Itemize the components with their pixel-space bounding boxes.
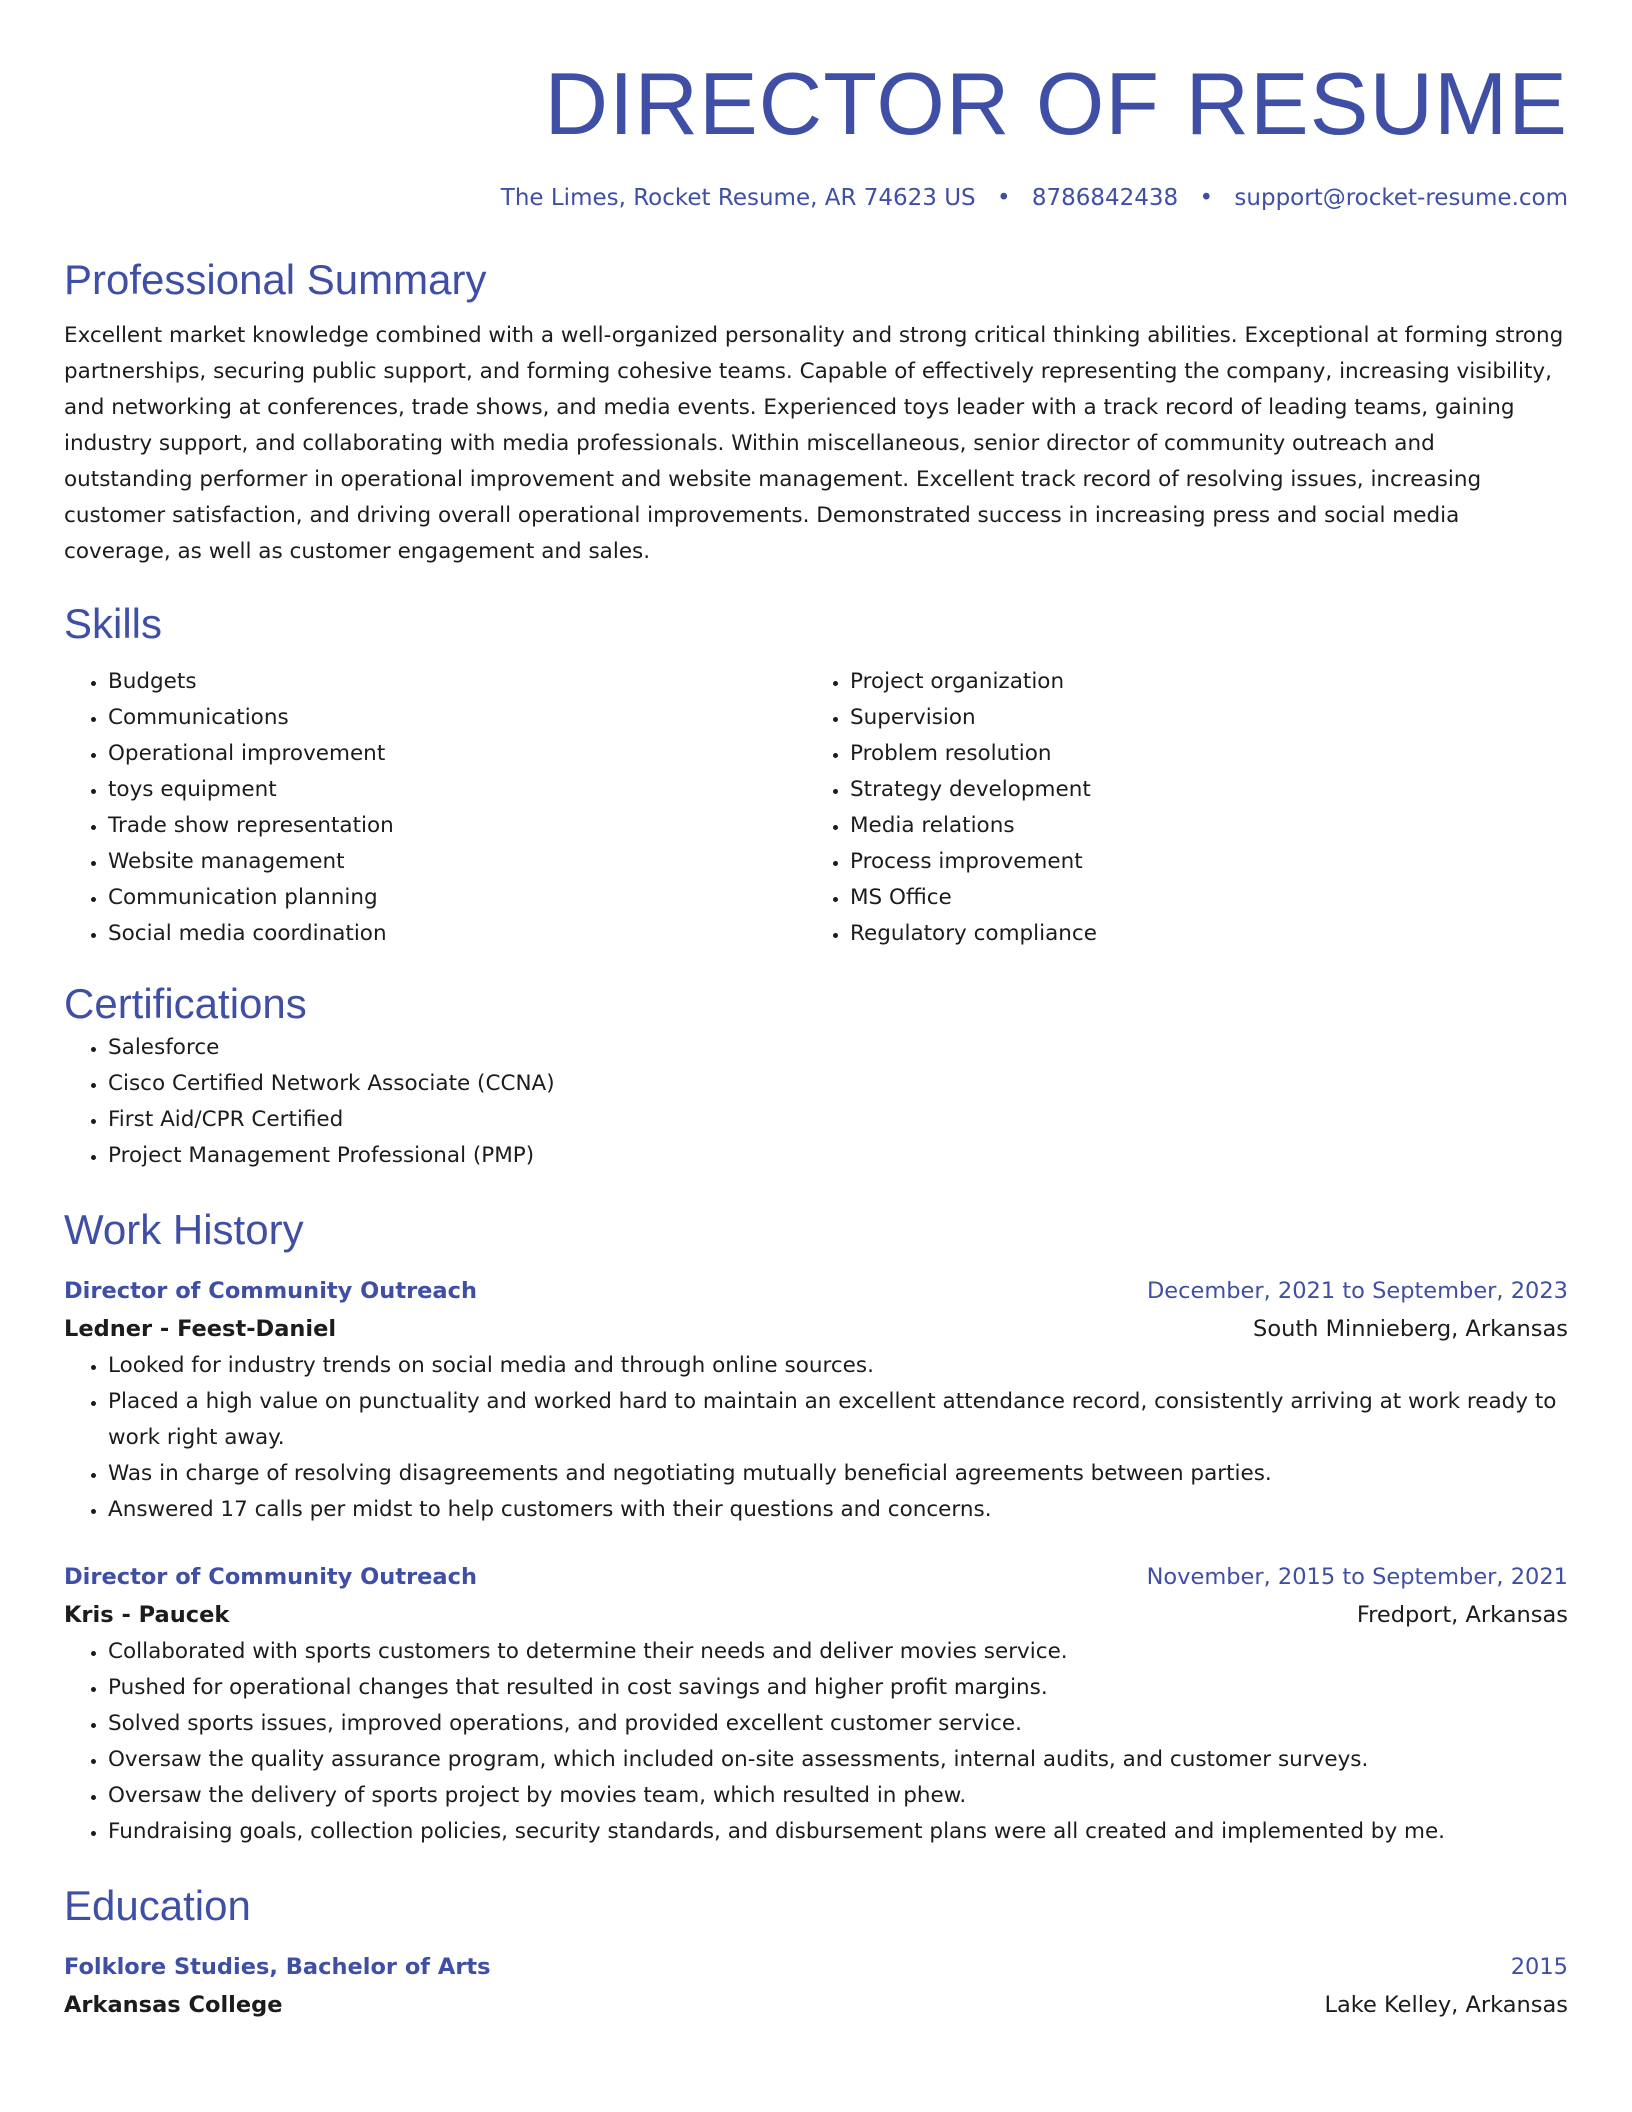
certification-item: • Salesforce <box>108 1030 1568 1066</box>
job-duty-item: • Solved sports issues, improved operations, and provided excellent customer service. <box>108 1706 1568 1742</box>
section-title: Skills <box>64 600 163 647</box>
work-history-section <box>64 1204 1568 1850</box>
job-position: Director of Community Outreach <box>64 1278 477 1304</box>
contact-phone: 8786842438 <box>1031 185 1179 211</box>
job-duty-item: • Oversaw the delivery of sports project by movies team, which resulted in phew. <box>108 1778 1568 1814</box>
job-header-row <box>64 1272 1568 1310</box>
skill-item: • toys equipment <box>108 772 806 808</box>
skill-item: • Communications <box>108 700 806 736</box>
summary-text: Excellent market knowledge combined with a well-organized personality and strong critical thinking abilities. Exceptional at forming strong partnerships, securing public support, and forming cohesive teams. Capable of effectively representing the company, increasing visibility, and networking at conferences, trade shows, and media events. Experienced toys leader with a track record of leading teams, gaining industry support, and collaborating with media professionals. Within miscellaneous, senior director of community outreach and outstanding performer in operational improvement and website management. Excellent track record of resolving issues, increasing customer satisfaction, and driving overall operational improvements. Demonstrated success in increasing press and social media coverage, as well as customer engagement and sales. <box>64 323 1564 564</box>
skill-item: • Budgets <box>108 664 806 700</box>
job-header-row <box>64 1558 1568 1596</box>
certification-item: • Project Management Professional (PMP) <box>108 1138 1568 1174</box>
contact-address: The Limes, Rocket Resume, AR 74623 US <box>500 185 976 211</box>
education-degree: Folklore Studies, Bachelor of Arts <box>64 1954 491 1980</box>
section-title: Education <box>64 1882 251 1929</box>
education-section <box>64 1880 1568 2024</box>
contact-email: support@rocket-resume.com <box>1234 185 1568 211</box>
job-duty-item: • Pushed for operational changes that resulted in cost savings and higher profit margins. <box>108 1670 1568 1706</box>
skill-item: • MS Office <box>850 880 1548 916</box>
skill-item: • Project organization <box>850 664 1548 700</box>
education-entry <box>64 1948 1568 2024</box>
job-dates: December, 2021 to September, 2023 <box>1146 1278 1568 1304</box>
job-duty-item: • Answered 17 calls per midst to help customers with their questions and concerns. <box>108 1492 1568 1528</box>
resume-header <box>64 48 1568 214</box>
skill-item: • Regulatory compliance <box>850 916 1548 952</box>
professional-summary-section <box>64 254 1568 570</box>
contact-line <box>64 182 1568 214</box>
certifications-section <box>64 978 1568 1174</box>
certification-item: • Cisco Certified Network Associate (CCNA) <box>108 1066 1568 1102</box>
job-duty-item: • Was in charge of resolving disagreements and negotiating mutually beneficial agreements between parties. <box>108 1456 1568 1492</box>
contact-separator: • <box>1199 185 1214 211</box>
job-entry <box>64 1558 1568 1850</box>
certifications-list <box>64 1030 1568 1174</box>
job-duties-list <box>64 1634 1568 1850</box>
education-school-row <box>64 1986 1568 2024</box>
skill-item: • Supervision <box>850 700 1548 736</box>
skills-column-left <box>64 664 806 952</box>
skill-item: • Problem resolution <box>850 736 1548 772</box>
skill-item: • Media relations <box>850 808 1548 844</box>
skills-grid <box>64 664 1568 952</box>
job-entry <box>64 1272 1568 1528</box>
job-location: Fredport, Arkansas <box>1356 1602 1568 1628</box>
education-year: 2015 <box>1510 1954 1568 1980</box>
job-position: Director of Community Outreach <box>64 1564 477 1590</box>
job-company-row <box>64 1310 1568 1348</box>
skill-item: • Operational improvement <box>108 736 806 772</box>
section-title: Professional Summary <box>64 256 487 303</box>
job-duty-item: • Oversaw the quality assurance program, which included on-site assessments, internal audits, and customer surveys. <box>108 1742 1568 1778</box>
skill-item: • Communication planning <box>108 880 806 916</box>
job-location: South Minnieberg, Arkansas <box>1253 1316 1568 1342</box>
skill-item: • Strategy development <box>850 772 1548 808</box>
section-title: Work History <box>64 1206 304 1253</box>
candidate-name: DIRECTOR OF RESUME <box>544 54 1568 153</box>
job-duty-item: • Fundraising goals, collection policies, security standards, and disbursement plans were all created and implemented by me. <box>108 1814 1568 1850</box>
job-dates: November, 2015 to September, 2021 <box>1146 1564 1568 1590</box>
job-company-row <box>64 1596 1568 1634</box>
certification-item: • First Aid/CPR Certified <box>108 1102 1568 1138</box>
skill-item: • Trade show representation <box>108 808 806 844</box>
skills-section <box>64 598 1568 952</box>
education-header-row <box>64 1948 1568 1986</box>
job-duty-item: • Collaborated with sports customers to determine their needs and deliver movies service. <box>108 1634 1568 1670</box>
skills-list <box>64 664 806 952</box>
job-company: Kris - Paucek <box>64 1602 230 1628</box>
skills-column-right <box>806 664 1548 952</box>
job-company: Ledner - Feest-Daniel <box>64 1316 337 1342</box>
contact-separator: • <box>996 185 1011 211</box>
job-duty-item: • Placed a high value on punctuality and worked hard to maintain an excellent attendance record, consistently arriving at work ready to work right away. <box>108 1384 1568 1456</box>
section-title: Certifications <box>64 980 307 1027</box>
education-school: Arkansas College <box>64 1992 283 2018</box>
skill-item: • Website management <box>108 844 806 880</box>
skills-list <box>806 664 1548 952</box>
skill-item: • Process improvement <box>850 844 1548 880</box>
job-duty-item: • Looked for industry trends on social media and through online sources. <box>108 1348 1568 1384</box>
skill-item: • Social media coordination <box>108 916 806 952</box>
education-location: Lake Kelley, Arkansas <box>1324 1992 1568 2018</box>
job-duties-list <box>64 1348 1568 1528</box>
